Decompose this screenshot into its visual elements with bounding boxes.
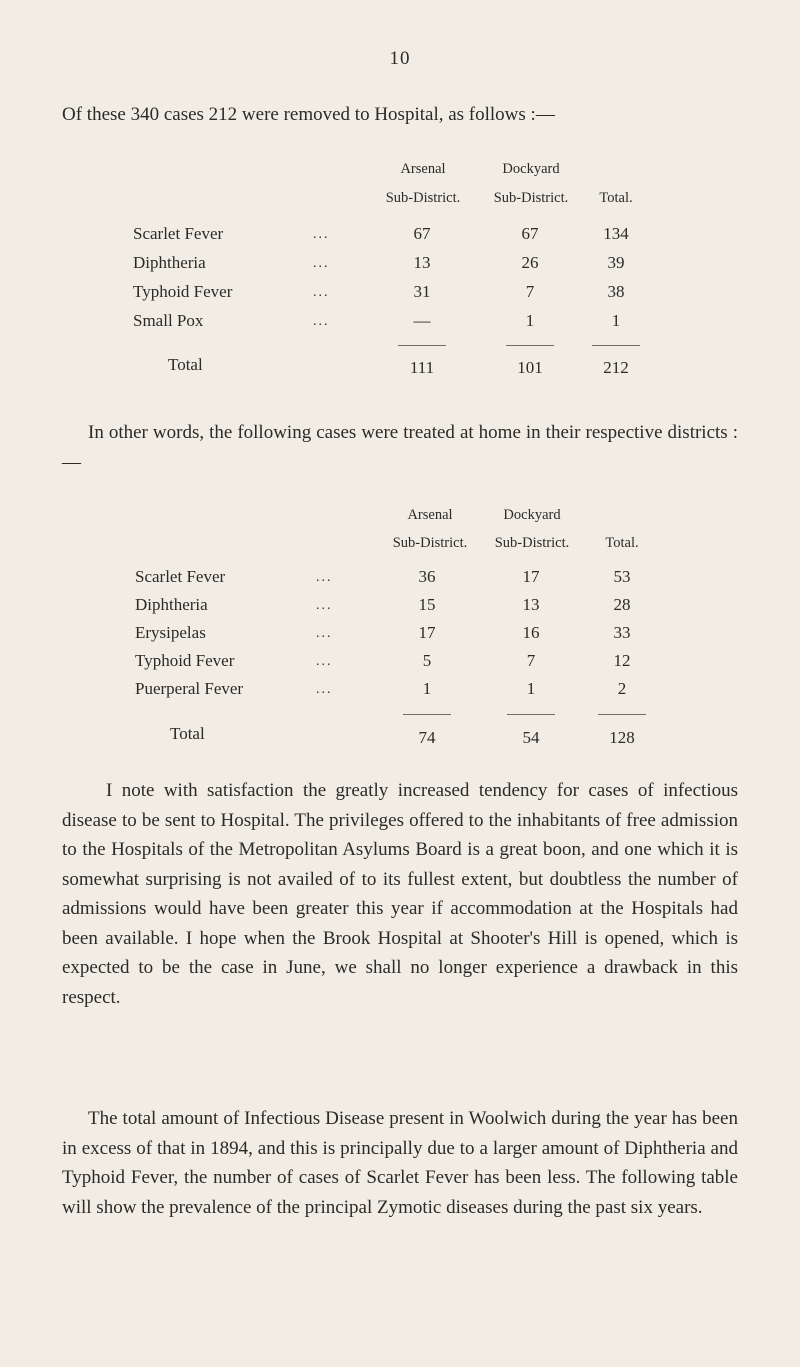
row-label: Scarlet Fever bbox=[133, 224, 224, 243]
col-header-dockyard-line2: Sub-District. bbox=[493, 190, 569, 206]
cell-dockyard: 26 bbox=[521, 253, 539, 272]
leader-dots: ... bbox=[313, 314, 330, 329]
col-header-arsenal-line2: Sub-District. bbox=[392, 535, 468, 551]
cell-dockyard: 7 bbox=[526, 651, 536, 670]
home-treatment-paragraph: In other words, the following cases were treated at home in their respective districts :— bbox=[62, 422, 738, 473]
sum-rule bbox=[506, 345, 554, 346]
cell-dockyard: 67 bbox=[521, 224, 539, 243]
cell-total: 28 bbox=[613, 595, 631, 614]
cell-arsenal: — bbox=[413, 311, 431, 330]
total-arsenal: 74 bbox=[418, 728, 436, 747]
sum-rule bbox=[598, 714, 646, 715]
cell-arsenal: 31 bbox=[413, 282, 431, 301]
infectious-disease-paragraph: The total amount of Infectious Disease present in Woolwich during the year has been in excess of that in 1894, and this is principally due to a larger amount of Diphtheria and Typhoid Fever, the number of cases of Scarlet Fever has been less. The following table will show the prevalence of the principal Zymotic diseases during the past six years. bbox=[62, 1108, 738, 1218]
cell-total: 134 bbox=[603, 224, 629, 243]
col-header-arsenal-line1: Arsenal bbox=[407, 507, 453, 523]
sum-rule bbox=[592, 345, 640, 346]
cell-dockyard: 13 bbox=[522, 595, 540, 614]
col-header-arsenal-line1: Arsenal bbox=[400, 161, 446, 177]
cell-total: 39 bbox=[607, 253, 625, 272]
cell-dockyard: 16 bbox=[522, 623, 540, 642]
cell-arsenal: 36 bbox=[418, 567, 436, 586]
cell-arsenal: 15 bbox=[418, 595, 436, 614]
cell-total: 38 bbox=[607, 282, 625, 301]
cell-total: 1 bbox=[611, 311, 621, 330]
page-number: 10 bbox=[389, 48, 411, 69]
leader-dots: ... bbox=[313, 285, 330, 300]
leader-dots: ... bbox=[316, 654, 333, 669]
leader-dots: ... bbox=[313, 227, 330, 242]
row-label: Puerperal Fever bbox=[135, 679, 244, 698]
cell-dockyard: 17 bbox=[522, 567, 540, 586]
cell-total: 33 bbox=[613, 623, 631, 642]
total-label: Total bbox=[168, 355, 203, 374]
row-label: Typhoid Fever bbox=[133, 282, 233, 301]
col-header-dockyard-line2: Sub-District. bbox=[494, 535, 570, 551]
col-header-total: Total. bbox=[605, 535, 639, 551]
cell-dockyard: 1 bbox=[526, 679, 536, 698]
leader-dots: ... bbox=[316, 626, 333, 641]
row-label: Diphtheria bbox=[135, 595, 208, 614]
total-total: 128 bbox=[609, 728, 635, 747]
cell-arsenal: 1 bbox=[422, 679, 432, 698]
sum-rule bbox=[398, 345, 446, 346]
row-label: Erysipelas bbox=[135, 623, 206, 642]
col-header-dockyard-line1: Dockyard bbox=[503, 507, 561, 523]
total-total: 212 bbox=[603, 358, 629, 377]
leader-dots: ... bbox=[316, 570, 333, 585]
row-label: Diphtheria bbox=[133, 253, 206, 272]
cell-total: 12 bbox=[613, 651, 631, 670]
cell-total: 53 bbox=[613, 567, 631, 586]
cell-arsenal: 67 bbox=[413, 224, 431, 243]
col-header-arsenal-line2: Sub-District. bbox=[385, 190, 461, 206]
cell-dockyard: 7 bbox=[525, 282, 535, 301]
col-header-dockyard-line1: Dockyard bbox=[502, 161, 560, 177]
leader-dots: ... bbox=[316, 598, 333, 613]
intro-paragraph: Of these 340 cases 212 were removed to Hospital, as follows :— bbox=[62, 104, 555, 125]
leader-dots: ... bbox=[316, 682, 333, 697]
total-label: Total bbox=[170, 724, 205, 743]
cell-dockyard: 1 bbox=[525, 311, 535, 330]
cell-arsenal: 17 bbox=[418, 623, 436, 642]
row-label: Small Pox bbox=[133, 311, 204, 330]
total-arsenal: 111 bbox=[409, 358, 435, 377]
sum-rule bbox=[403, 714, 451, 715]
total-dockyard: 101 bbox=[517, 358, 543, 377]
sum-rule bbox=[507, 714, 555, 715]
cell-total: 2 bbox=[617, 679, 627, 698]
hospital-admission-paragraph: I note with satisfaction the greatly increased tendency for cases of infectious disease to be sent to Hospital. The privileges offered to the inhabitants of free admission to the Hospitals of the Metropolitan Asylums Board is a great boon, and one which it is somewhat surprising is not availed of to its fullest extent, but doubtless the number of admissions would have been greater this year if accommodation at the Hospitals had been available. I hope when the Brook Hospital at Shooter's Hill is opened, which is expected to be the case in June, we shall no longer experience a drawback in this respect. bbox=[62, 780, 738, 1008]
row-label: Typhoid Fever bbox=[135, 651, 235, 670]
total-dockyard: 54 bbox=[522, 728, 540, 747]
leader-dots: ... bbox=[313, 256, 330, 271]
col-header-total: Total. bbox=[599, 190, 633, 206]
cell-arsenal: 13 bbox=[413, 253, 431, 272]
row-label: Scarlet Fever bbox=[135, 567, 226, 586]
cell-arsenal: 5 bbox=[422, 651, 432, 670]
